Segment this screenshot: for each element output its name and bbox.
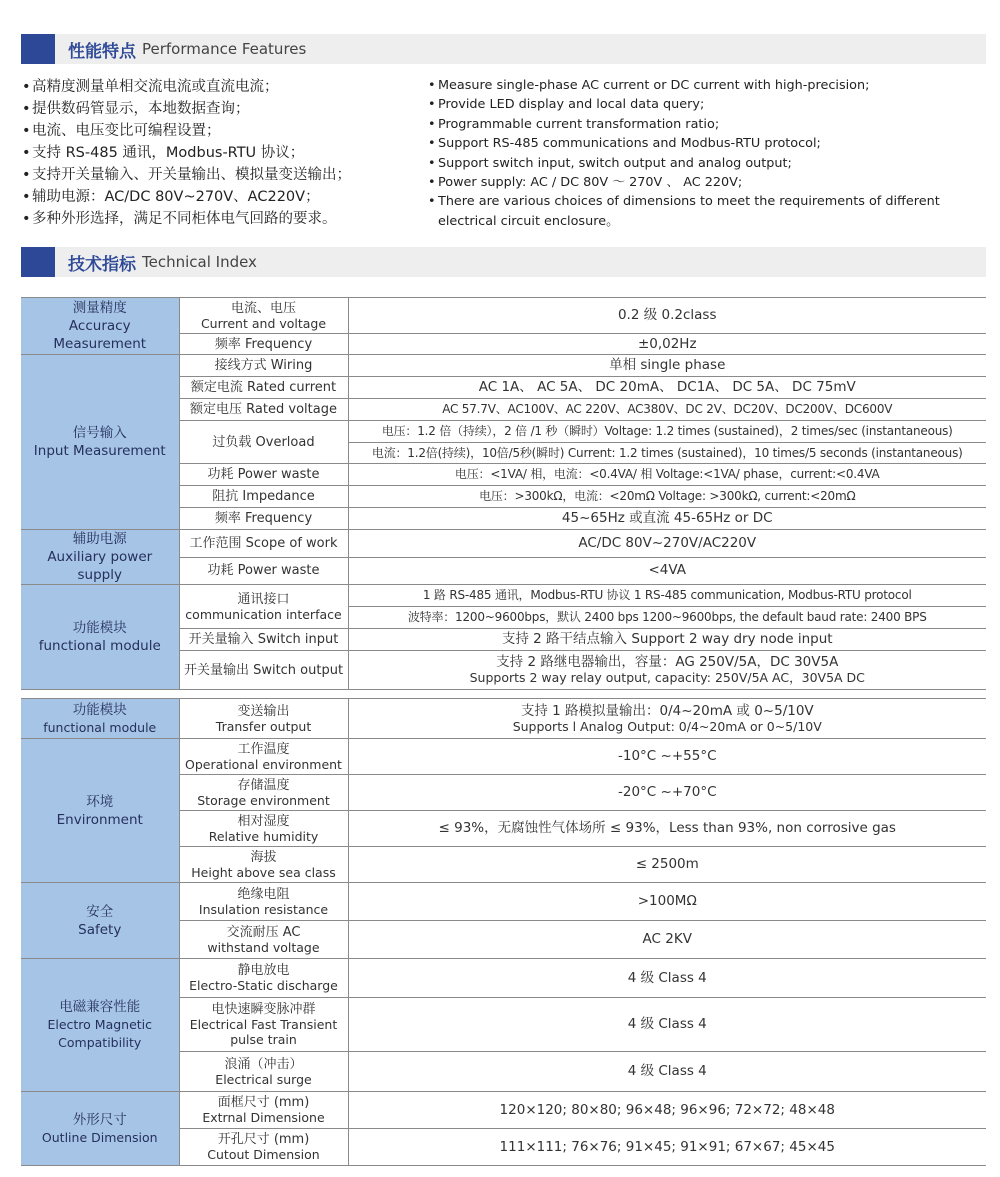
table-row <box>21 355 986 377</box>
category-cell: 功能模块 functional module <box>21 699 179 739</box>
value-cell: 0.2 级 0.2class <box>348 298 986 334</box>
table-row <box>21 959 986 998</box>
section-marker <box>21 247 55 277</box>
param-cell: 面框尺寸 (mm) Extrnal Dimensione <box>179 1092 348 1129</box>
param-cell: 通讯接口 communication interface <box>179 585 348 629</box>
table-row <box>21 739 986 775</box>
category-cell: 电磁兼容性能 Electro Magnetic Compatibility <box>21 959 179 1092</box>
param-cell: 额定电压 Rated voltage <box>179 399 348 421</box>
value-cell: >100MΩ <box>348 883 986 921</box>
features-zh-list <box>22 76 422 230</box>
param-cell: 频率 Frequency <box>179 508 348 530</box>
value-cell: 电压：1.2 倍（持续），2 倍 /1 秒（瞬时）Voltage: 1.2 times (sustained)，2 times/sec (instantaneous) <box>348 421 986 443</box>
value-cell: ±0,02Hz <box>348 334 986 355</box>
param-cell: 阻抗 Impedance <box>179 486 348 508</box>
value-cell: AC/DC 80V~270V/AC220V <box>348 530 986 558</box>
value-cell: 4 级 Class 4 <box>348 998 986 1052</box>
param-cell: 开孔尺寸 (mm) Cutout Dimension <box>179 1129 348 1166</box>
table-row <box>21 530 986 558</box>
feature-item: • 支持开关量输入、开关量输出、模拟量变送输出； <box>22 164 422 186</box>
value-cell: 4 级 Class 4 <box>348 959 986 998</box>
param-cell: 工作范围 Scope of work <box>179 530 348 558</box>
value-cell: 120×120; 80×80; 96×48; 96×96; 72×72; 48×48 <box>348 1092 986 1129</box>
section-marker <box>21 34 55 64</box>
value-cell: 45~65Hz 或直流 45-65Hz or DC <box>348 508 986 530</box>
param-cell: 电快速瞬变脉冲群 Electrical Fast Transient pulse train <box>179 998 348 1052</box>
param-cell: 存储温度 Storage environment <box>179 775 348 811</box>
feature-item: • 支持 RS-485 通讯，Modbus-RTU 协议； <box>22 142 422 164</box>
param-cell: 工作温度 Operational environment <box>179 739 348 775</box>
spec-table-2 <box>21 698 986 1166</box>
value-cell: 支持 2 路继电器输出，容量：AG 250V/5A，DC 30V5A Supports 2 way relay output, capacity: 250V/5A AC，30V5A DC <box>348 651 986 690</box>
value-cell: 电压：>300kΩ，电流：<20mΩ Voltage: >300kΩ, current:<20mΩ <box>348 486 986 508</box>
category-cell: 测量精度 Accuracy Measurement <box>21 298 179 355</box>
value-cell: AC 2KV <box>348 921 986 959</box>
feature-item: • Support switch input, switch output and analog output; <box>428 154 968 173</box>
section-title-zh: 技术指标 <box>68 254 136 275</box>
param-cell: 电流、电压 Current and voltage <box>179 298 348 334</box>
value-cell: <4VA <box>348 557 986 585</box>
value-cell: 电流：1.2倍(持续)，10倍/5秒(瞬时) Current: 1.2 times (sustained)，10 times/5 seconds (instantaneous) <box>348 443 986 464</box>
param-cell: 静电放电 Electro-Static discharge <box>179 959 348 998</box>
value-cell: AC 1A、 AC 5A、 DC 20mA、 DC1A、 DC 5A、 DC 75mV <box>348 377 986 399</box>
feature-item: • Support RS-485 communications and Modbus-RTU protocol; <box>428 134 968 153</box>
param-cell: 浪涌（冲击） Electrical surge <box>179 1052 348 1092</box>
feature-item: • 提供数码管显示，本地数据查询； <box>22 98 422 120</box>
param-cell: 接线方式 Wiring <box>179 355 348 377</box>
value-cell: -20°C ~+70°C <box>348 775 986 811</box>
category-cell: 功能模块 functional module <box>21 585 179 690</box>
value-cell: 波特率：1200~9600bps，默认 2400 bps 1200~9600bps, the default baud rate: 2400 BPS <box>348 607 986 629</box>
param-cell: 功耗 Power waste <box>179 557 348 585</box>
category-cell: 环境 Environment <box>21 739 179 883</box>
param-cell: 额定电流 Rated current <box>179 377 348 399</box>
param-cell: 频率 Frequency <box>179 334 348 355</box>
category-cell: 辅助电源 Auxiliary power supply <box>21 530 179 585</box>
section-title-en: Performance Features <box>142 40 307 58</box>
table-row <box>21 883 986 921</box>
param-cell: 交流耐压 AC withstand voltage <box>179 921 348 959</box>
value-cell: 支持 2 路干结点输入 Support 2 way dry node input <box>348 629 986 651</box>
param-cell: 功耗 Power waste <box>179 464 348 486</box>
value-cell: 单相 single phase <box>348 355 986 377</box>
feature-item: • Measure single-phase AC current or DC current with high-precision; <box>428 76 968 95</box>
param-cell: 绝缘电阻 Insulation resistance <box>179 883 348 921</box>
value-cell: 支持 1 路模拟量输出：0/4~20mA 或 0~5/10V Supports l Analog Output: 0/4~20mA or 0~5/10V <box>348 699 986 739</box>
feature-item: • 高精度测量单相交流电流或直流电流； <box>22 76 422 98</box>
value-cell: 111×111; 76×76; 91×45; 91×91; 67×67; 45×45 <box>348 1129 986 1166</box>
technical-index-header <box>21 247 986 277</box>
param-cell: 过负载 Overload <box>179 421 348 464</box>
table-row <box>21 585 986 607</box>
feature-item: • 辅助电源：AC/DC 80V~270V、AC220V； <box>22 186 422 208</box>
table-row <box>21 699 986 739</box>
param-cell: 变送输出 Transfer output <box>179 699 348 739</box>
param-cell: 海拔 Height above sea class <box>179 847 348 883</box>
value-cell: ≤ 93%，无腐蚀性气体场所 ≤ 93%，Less than 93%, non corrosive gas <box>348 811 986 847</box>
table-row <box>21 298 986 334</box>
category-cell: 外形尺寸 Outline Dimension <box>21 1092 179 1166</box>
value-cell: 1 路 RS-485 通讯，Modbus-RTU 协议 1 RS-485 communication, Modbus-RTU protocol <box>348 585 986 607</box>
feature-item: • Power supply: AC / DC 80V ～ 270V 、 AC 220V; <box>428 173 968 192</box>
feature-item: • Provide LED display and local data query; <box>428 95 968 114</box>
spec-table-1 <box>21 297 986 690</box>
performance-features-header <box>21 34 986 64</box>
category-cell: 信号输入 Input Measurement <box>21 355 179 530</box>
feature-item: • 多种外形选择，满足不同柜体电气回路的要求。 <box>22 208 422 230</box>
feature-item: • There are various choices of dimensions to meet the requirements of different electrical circuit enclosure。 <box>428 192 968 231</box>
section-title-zh: 性能特点 <box>68 41 136 62</box>
feature-item: • 电流、电压变比可编程设置； <box>22 120 422 142</box>
param-cell: 开关量输出 Switch output <box>179 651 348 690</box>
features-en-list <box>428 76 968 231</box>
value-cell: 电压：<1VA/ 相，电流：<0.4VA/ 相 Voltage:<1VA/ phase，current:<0.4VA <box>348 464 986 486</box>
table-row <box>21 1092 986 1129</box>
section-title-en: Technical Index <box>142 253 257 271</box>
param-cell: 相对湿度 Relative humidity <box>179 811 348 847</box>
value-cell: ≤ 2500m <box>348 847 986 883</box>
value-cell: AC 57.7V、AC100V、AC 220V、AC380V、DC 2V、DC20V、DC200V、DC600V <box>348 399 986 421</box>
value-cell: -10°C ~+55°C <box>348 739 986 775</box>
value-cell: 4 级 Class 4 <box>348 1052 986 1092</box>
category-cell: 安全 Safety <box>21 883 179 959</box>
param-cell: 开关量输入 Switch input <box>179 629 348 651</box>
feature-item: • Programmable current transformation ratio; <box>428 115 968 134</box>
